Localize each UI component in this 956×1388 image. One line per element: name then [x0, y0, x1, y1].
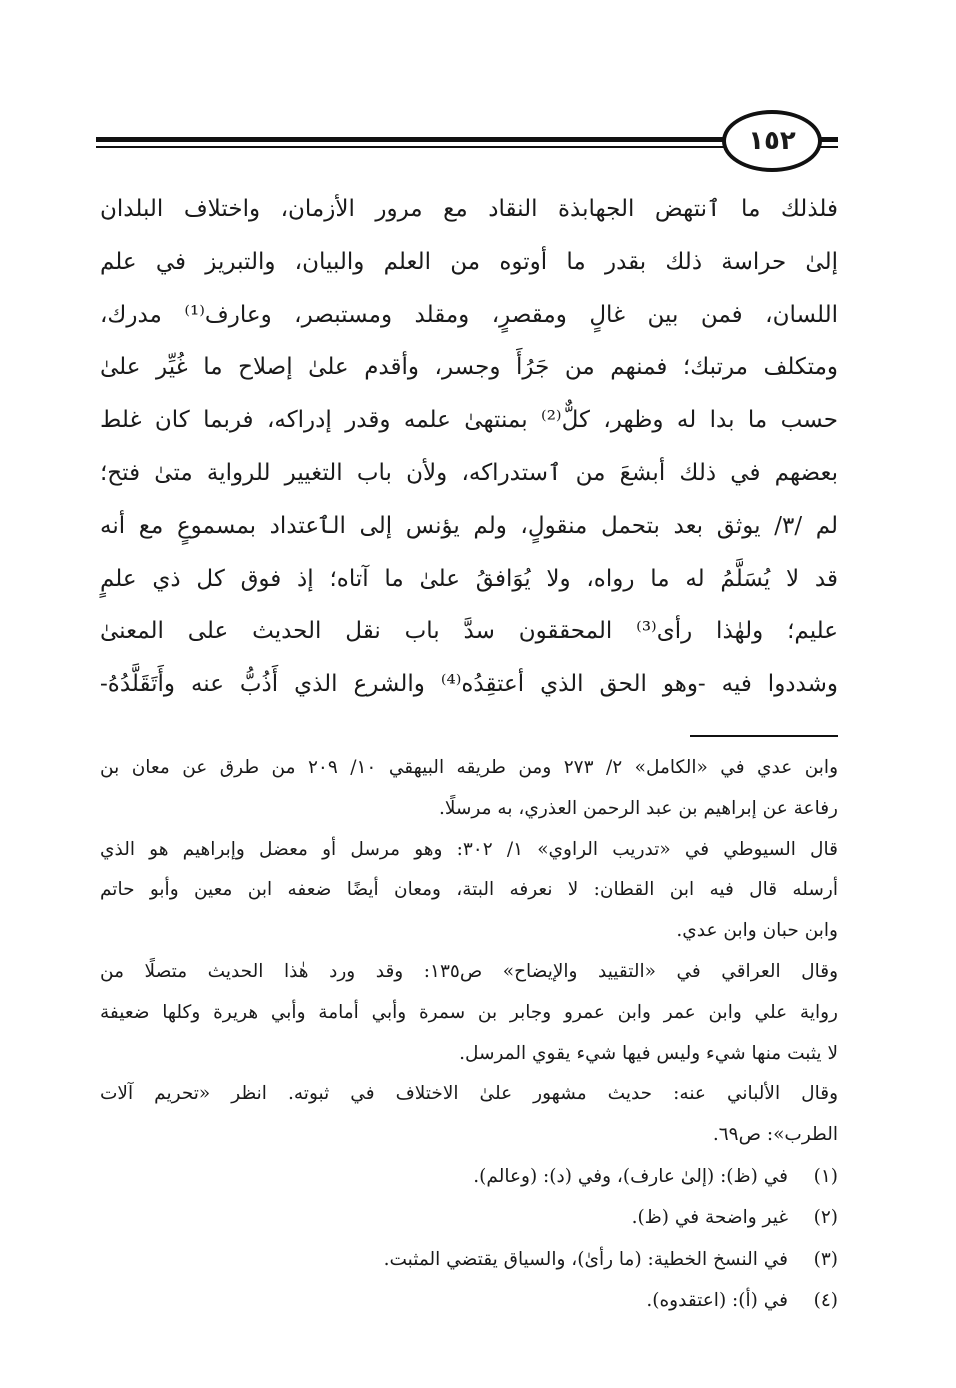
text-line: بعضهم في ذلك أبشعَ من ٱستدراكه، ولأن باب التغيير للرواية متىٰ فتح؛ — [100, 459, 838, 486]
note-line: رفاعة عن إبراهيم بن عبد الرحمن العذري، به مرسلًا. — [439, 797, 838, 819]
footnote-1 — [100, 1156, 838, 1197]
note-line: أرسله قال فيه ابن القطان: لا نعرفه البتة، ومعان أيضًا ضعفه ابن معين وأبو حاتم — [100, 879, 838, 901]
footnote-4 — [100, 1280, 838, 1321]
text-line: اللسان، فمن بين غالٍ ومقصرٍ، ومقلد ومستبصر، وعارف⁽¹⁾ مدرك، — [100, 301, 839, 328]
footnotes-section — [100, 748, 838, 1321]
note-line: لا يثبت منها شيء وليس فيها شيء يقوي المرسل. — [459, 1042, 838, 1064]
footnote-number: (٢) — [813, 1207, 838, 1229]
footnote-number: (١) — [813, 1165, 838, 1187]
footnote-text: في (ظ): (إلىٰ عارف)، وفي (د): (وعالم). — [473, 1165, 788, 1187]
text-line: حسب ما بدا له وظهر، كلٌّ⁽²⁾ بمنتهىٰ علمه وقدر إدراكه، فربما كان غلط — [100, 407, 838, 434]
text-line: لم /٣/ يوثق بعد بتحمل منقولٍ، ولم يؤنس إلى الٱعتداد بمسموعٍ مع أنه — [100, 512, 839, 539]
text-line: ومتكلف مرتبك؛ فمنهم من جَرُأَ وجسر، وأقدم علىٰ إصلاح ما غُيِّر علىٰ — [100, 354, 838, 381]
footnote-text: في (أ): (اعتقدوه). — [646, 1289, 788, 1311]
text-line: عليم؛ ولهٰذا رأى⁽³⁾ المحققون سدَّ باب نقل الحديث على المعنىٰ — [100, 618, 838, 645]
footnote-2 — [100, 1197, 838, 1238]
text-line: وشددوا فيه -وهو الحق الذي أعتقِدُه⁽⁴⁾ والشرع الذي أَذُبُّ عنه وأَتَقَلَّدُهُ- — [100, 671, 838, 698]
footnote-text: في النسخ الخطية: (ما رأىٰ)، والسياق يقتضي المثبت. — [383, 1248, 788, 1270]
page-number: ١٥٢ — [722, 110, 822, 172]
footnote-separator — [690, 735, 838, 737]
note-line: وقال العراقي في «التقييد والإيضاح» ص١٣٥: وقد ورد هٰذا الحديث متصلًا من — [100, 960, 839, 982]
note-line: رواية علي وابن عمر وابن عمرو وجابر بن سمرة وأبي أمامة وأبي هريرة وكلها ضعيفة — [100, 1001, 838, 1023]
note-line: الطرب»: ص٦٩. — [712, 1124, 838, 1146]
footnote-text: غير واضحة في (ظ). — [631, 1207, 788, 1229]
text-line: فلذلك ما ٱنتهض الجهابذة النقاد مع مرور الأزمان، واختلاف البلدان — [100, 196, 838, 222]
footnote-3 — [100, 1239, 838, 1280]
note-line: وقال الألباني عنه: حديث مشهور علىٰ الاختلاف في ثبوته. انظر «تحريم آلات — [100, 1083, 839, 1105]
text-line: قد لا يُسَلَّمُ له ما رواه، ولا يُوَافقُ علىٰ ما آتاه؛ إذ فوق كل ذي علمٍ — [100, 565, 838, 592]
footnote-number: (٤) — [813, 1289, 838, 1311]
footnote-number: (٣) — [813, 1248, 838, 1270]
note-line: قال السيوطي في «تدريب الراوي» ١/ ٣٠٢: وهو مرسل أو معضل وإبراهيم هو الذي — [100, 838, 838, 860]
text-line: إلىٰ حراسة ذلك بقدر ما أوتوه من العلم والبيان، والتبريز في علم — [100, 248, 838, 275]
note-line: وابن حبان وابن عدي. — [676, 920, 838, 942]
main-text — [100, 183, 838, 711]
page-header — [96, 110, 838, 180]
note-line: وابن عدي في «الكامل» ٢/ ٢٧٣ ومن طريقه البيهقي ١٠/ ٢٠٩ من طرق عن معان بن — [100, 757, 838, 778]
